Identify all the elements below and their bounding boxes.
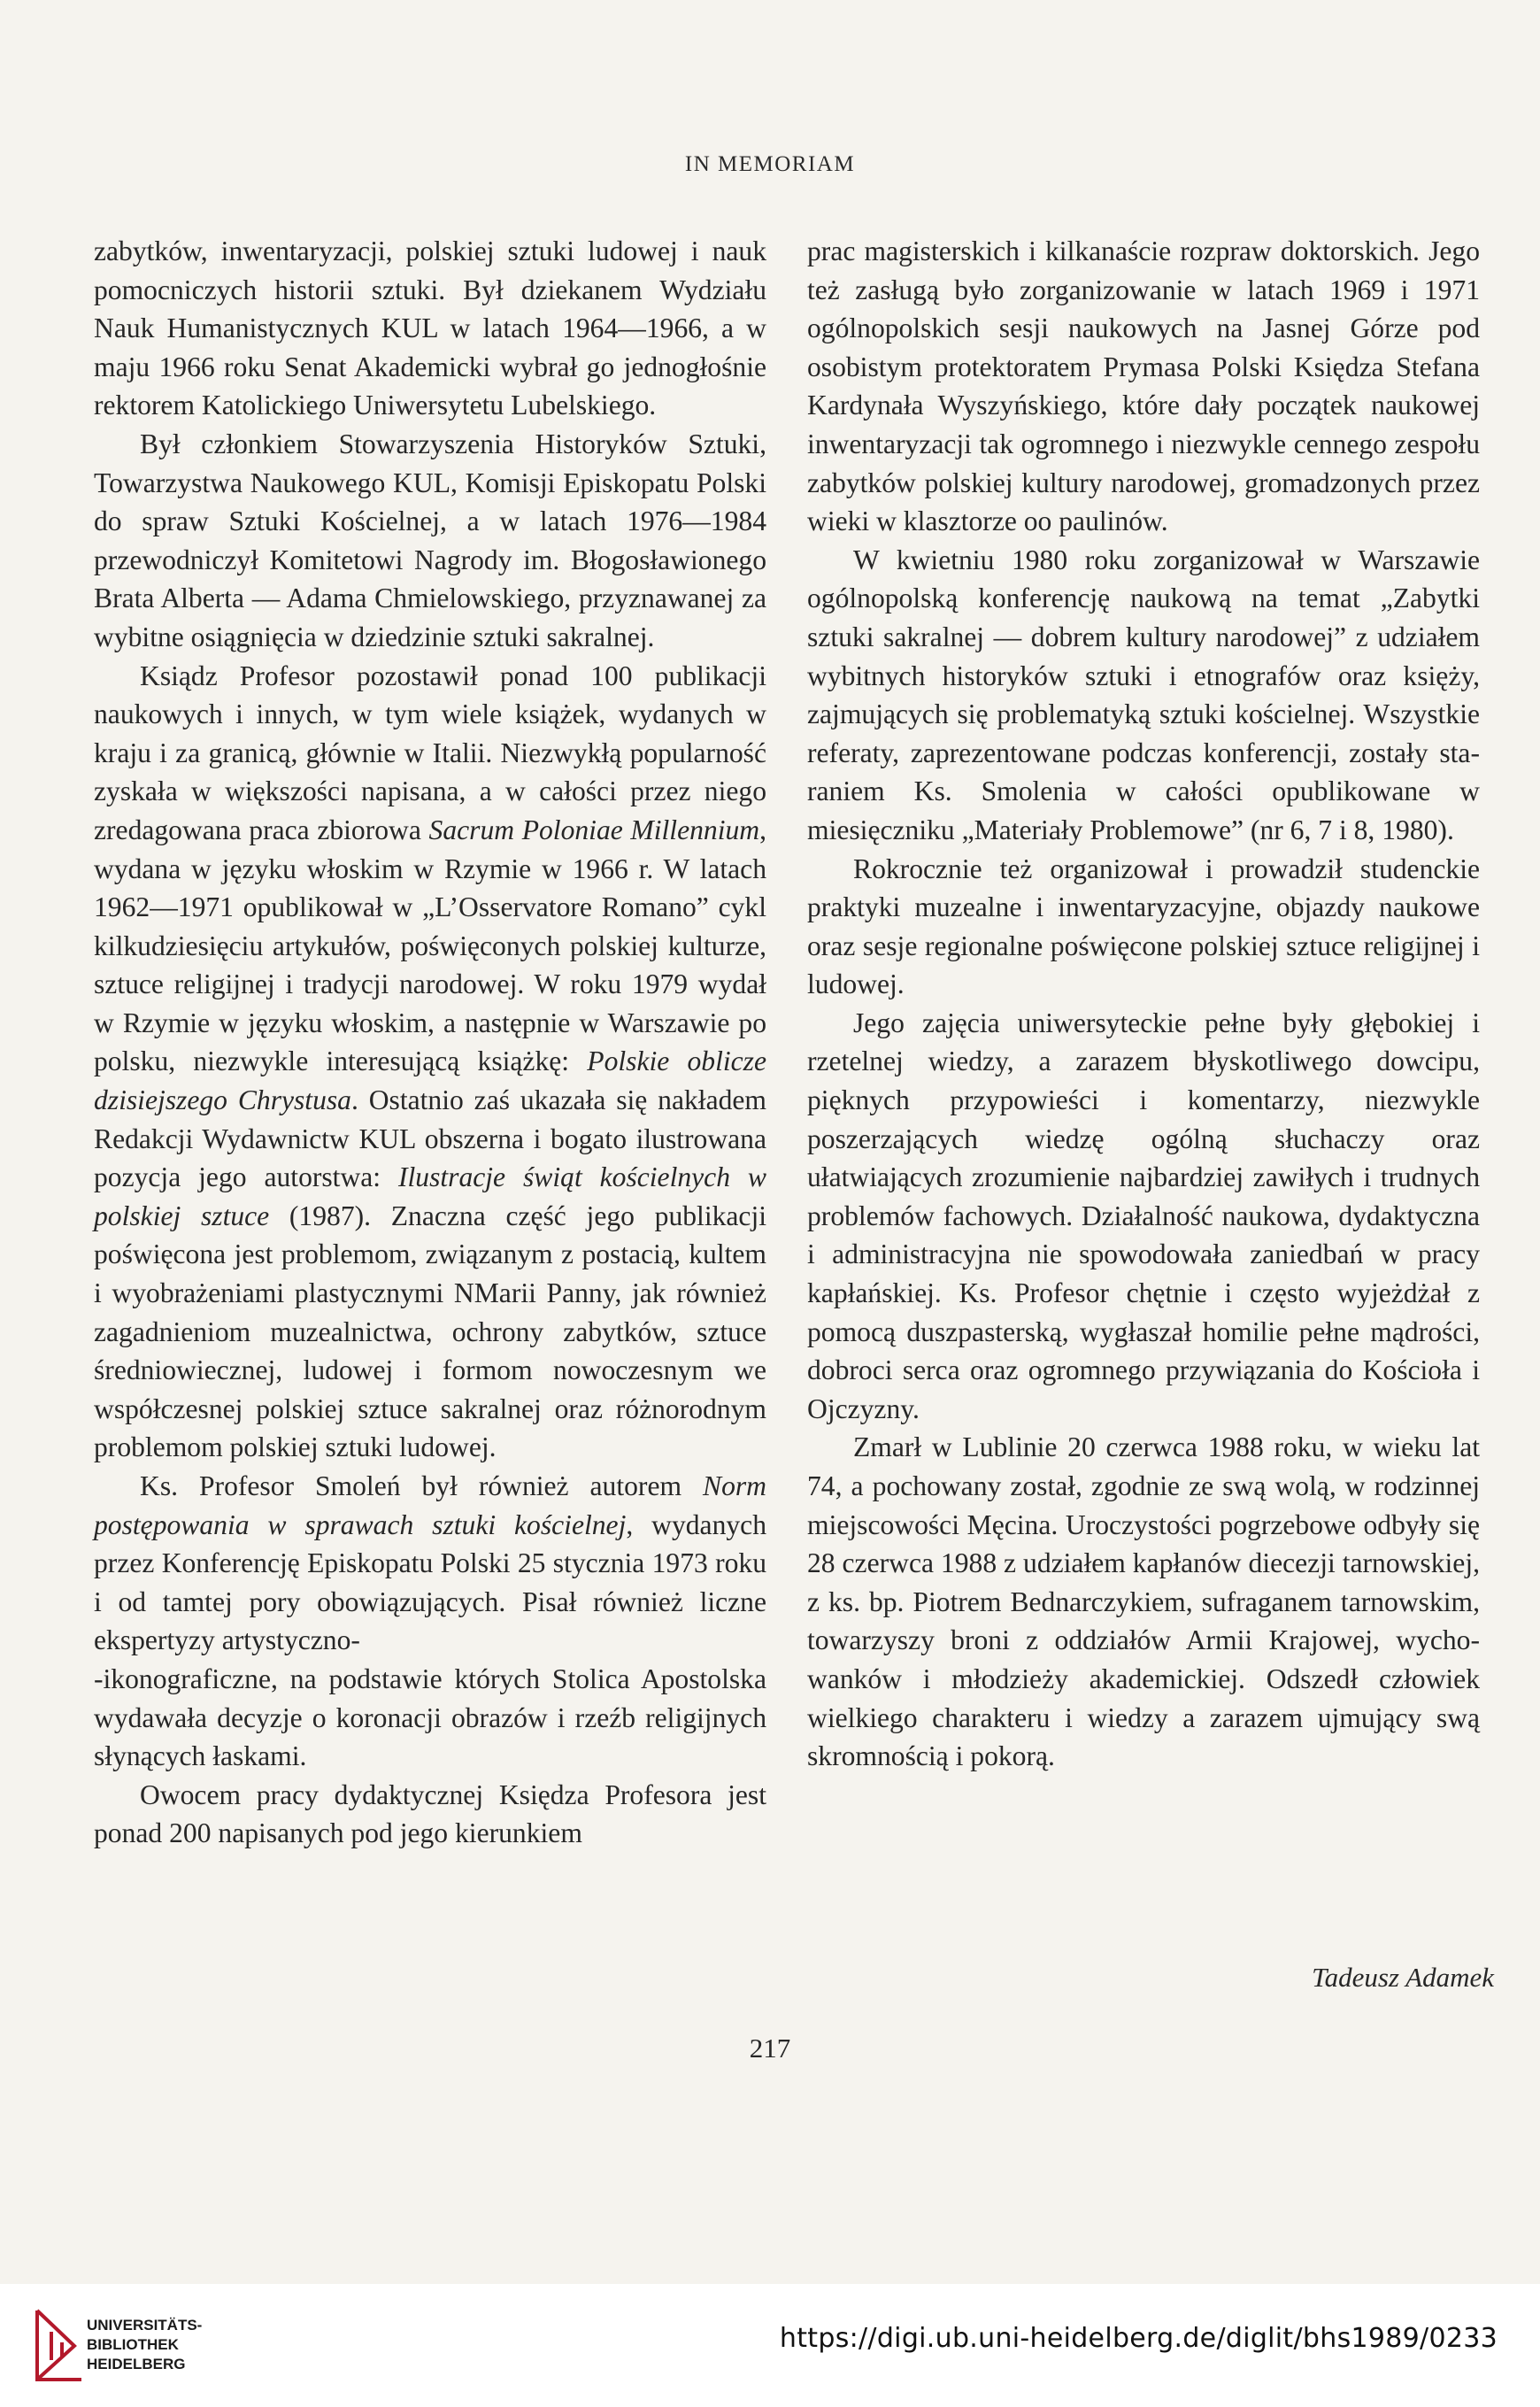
paragraph: Rokrocznie też organizował i prowadził studenckie praktyki muzealne i inwentaryzacyjne, objazdy naukowe oraz sesje regionalne poświęcone polskiej sztuce religijnej i ludowej. bbox=[807, 852, 1480, 1000]
library-name-line: HEIDELBERG bbox=[87, 2356, 186, 2372]
running-header: IN MEMORIAM bbox=[684, 152, 856, 176]
paragraph: Ks. Profesor Smoleń był również autorem Norm postępowania w sprawach sztuki kościelnej, wydanych przez Konferencję Episkopatu Polski 25 stycznia 1973 roku i od tamtej pory obowiązujących. Pisał również liczne ekspertyzy artystyczno- -ikonograficzne, na podstawie których Stolica Apostolska wydawała decyzje o koronacji obrazów i rzeźb religijnych słynących łaskami. bbox=[94, 1470, 766, 1772]
paragraph: zabytków, inwentaryzacji, polskiej sztuki ludowej i nauk pomocniczych historii sztuki. Był dziekanem Wydziału Nauk Humanistycznych KUL w latach 1964—1966, a w maju 1966 roku Senat Akademicki wybrał go jednogłośnie rektorem Katolickiego Uniwersytetu Lubelskiego. bbox=[94, 235, 766, 421]
library-footer bbox=[0, 2284, 1540, 2407]
left-column bbox=[94, 232, 766, 1853]
paragraph: Jego zajęcia uniwersyteckie pełne były głębokiej i rzetelnej wiedzy, a zarazem błyskotliwego dowcipu, pięknych przypowieści i komentarzy, niezwykle poszerzających wiedzę ogólną słuchaczy oraz ułatwiających zrozumienie najbardziej zawiłych i trudnych problemów fachowych. Działalność naukowa, dydaktyczna i administracyjna nie spowodowała zaniedbań w pracy kapłańskiej. Ks. Profesor chętnie i często wyjeżdżał z pomocą duszpasterską, wygłaszał homilie pełne mądrości, dobroci serca oraz ogromnego przywiązania do Kościoła i Ojczyzny. bbox=[807, 1007, 1480, 1424]
paragraph: Owocem pracy dydaktycznej Księdza Profesora jest ponad 200 napisanych pod jego kierunkiem bbox=[94, 1778, 766, 1849]
source-url-link[interactable]: https://digi.ub.uni-heidelberg.de/diglit/bhs1989/0233 bbox=[779, 2323, 1498, 2354]
library-name-line: UNIVERSITÄTS- bbox=[87, 2317, 203, 2334]
right-column bbox=[807, 232, 1480, 1776]
library-name-line: BIBLIOTHEK bbox=[87, 2336, 179, 2353]
paragraph: W kwietniu 1980 roku zorganizował w Warszawie ogólnopolską konferencję naukową na temat „Zabytki sztuki sakralnej — dobrem kultury narodowej” z udziałem wybitnych historyków sztuki i etnografów oraz księży, zajmujących się problematyką sztuki kościelnej. Wszystkie referaty, zaprezentowane podczas konferencji, zostały staraniem Ks. Smolenia w całości opublikowane w miesięczniku „Materiały Problemowe” (nr 6, 7 i 8, 1980). bbox=[807, 544, 1480, 845]
paragraph: Zmarł w Lublinie 20 czerwca 1988 roku, w wieku lat 74, a pochowany został, zgodnie ze swą wolą, w rodzinnej miejscowości Męcina. Uroczystości pogrzebowe odbyły się 28 czerwca 1988 z udziałem kapłanów diecezji tarnowskiej, z ks. bp. Piotrem Bednarczykiem, sufraganem tarnowskim, towarzyszy broni z oddziałów Armii Krajowej, wychowanków i młodzieży akademickiej. Odszedł człowiek wielkiego charakteru i wiedzy a zarazem ujmujący swą skromnością i pokorą. bbox=[807, 1431, 1480, 1772]
paragraph: Był członkiem Stowarzyszenia Historyków Sztuki, Towarzystwa Naukowego KUL, Komisji Episkopatu Polski do spraw Sztuki Kościelnej, a w latach 1976—1984 przewodniczył Komitetowi Nagrody im. Błogosławionego Brata Alberta — Adama Chmielowskiego, przyznawanej za wybitne osiągnięcia w dziedzinie sztuki sakralnej. bbox=[94, 428, 766, 652]
author-signature: Tadeusz Adamek bbox=[1312, 1962, 1494, 1993]
paragraph: prac magisterskich i kilkanaście rozpraw doktorskich. Jego też zasługą było zorganizowanie w latach 1969 i 1971 ogólnopolskich sesji naukowych na Jasnej Górze pod osobistym protektoratem Prymasa Polski Księdza Stefana Kardynała Wyszyńskiego, które dały początek naukowej inwentaryzacji tak ogromnego i niezwykle cennego zespołu zabytków polskiej kultury narodowej, gromadzonych przez wieki w klasztorze oo paulinów. bbox=[807, 235, 1480, 537]
paragraph: Ksiądz Profesor pozostawił ponad 100 publikacji naukowych i innych, w tym wiele książek, wydanych w kraju i za granicą, głównie w Italii. Niezwykłą popularność zyskała w większości napisana, a w całości przez niego zredagowana praca zbiorowa Sacrum Poloniae Millennium, wydana w języku włoskim w Rzymie w 1966 r. W latach 1962—1971 opublikował w „L’Osservatore Romano” cykl kilkudziesięciu artykułów, poświęconych polskiej kulturze, sztuce religijnej i tradycji narodowej. W roku 1979 wydał w Rzymie w języku włoskim, a następnie w Warszawie po polsku, niezwykle interesującą książkę: Polskie oblicze dzisiejszego Chrystusa. Ostatnio zaś ukazała się nakładem Redakcji Wydawnictw KUL obszerna i bogato ilustrowana pozycja jego autorstwa: Ilustracje świąt kościelnych w polskiej sztuce (1987). Znaczna część jego publikacji poświęcona jest problemom, związanym z postacią, kultem i wyobrażeniami plastycznymi NMarii Panny, jak również zagadnieniom muzealnictwa, ochrony zabytków, sztuce średniowiecznej, ludowej i formom nowoczesnym we współczesnej polskiej sztuce sakralnej oraz różnorodnym problemom polskiej sztuki ludowej. bbox=[94, 660, 766, 1463]
page-number: 217 bbox=[749, 2033, 791, 2064]
library-name bbox=[87, 2316, 202, 2374]
